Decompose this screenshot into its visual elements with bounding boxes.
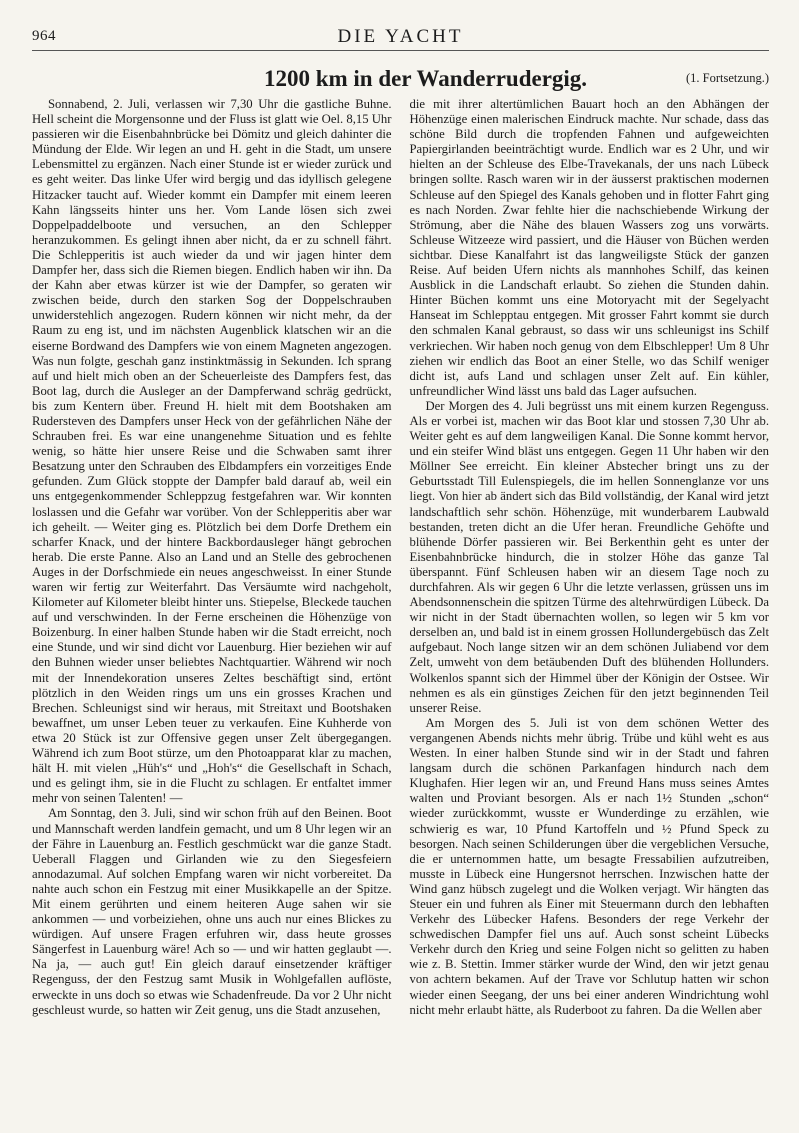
article-title: 1200 km in der Wanderrudergig. xyxy=(263,66,588,91)
paragraph: Sonnabend, 2. Juli, verlassen wir 7,30 Uhr die gastliche Buhne. Hell scheint die Morgensonne und der Fluss ist glatt wie Oel. 8,15 Uhr passieren wir die Eisenbahnbrücke bei Dömitz und gleich dahinter die Mündung der Elde. Wir legen an und H. geht in die Stadt, um unsere Lebensmittel zu ergänzen. Nach einer Stunde ist er wieder zurück und es geht weiter. Das linke Ufer wird bergig und das idyllisch gelegene Hitzacker taucht auf. Wieder kommt ein Dampfer mit einem leeren Kahn längsseits hinter uns her. Vom Lande lösen sich zwei Doppelpaddelboote und versuchen, an den Schlepper heranzukommen. Es gelingt ihnen aber nicht, da er zu schnell fährt. Die Schlepperitis ist auch wieder da und wir jagen hinter dem Dampfer her, dass sich die Riemen biegen. Endlich haben wir ihn. Da der Kahn aber etwas kürzer ist wie der Dampfer, so geraten wir zwischen beide, durch den starken Sog der Doppelschrauben unwiderstehlich angezogen. Rudern können wir nicht mehr, da der Raum zu eng ist, und im nächsten Augenblick klatschen wir an die eiserne Bordwand des Dampfers wie von einem Magneten angezogen. Was nun folgte, geschah ganz instinktmässig in Sekunden. Ich sprang auf und hielt mich oben an der Scheuerleiste des Dampfers fest, das Boot lag, durch die Ausleger an der Dampferwand schräg gedrückt, bis zum Kentern über. Freund H. hielt mit dem Bootshaken am Rudersteven des Dampfers unser Heck von der gefährlichen Nähe der Schrauben frei. Es war eine unangenehme Situation und es fehlte wenig, so hätte hier unsere Reise und die Schwaben samt ihrer Besatzung unter den Schrauben des Elbdampfers ein vorzeitiges Ende gefunden. Zum Glück stoppte der Dampfer bald darauf ab, weil ein uns entgegenkommender Schleppzug festgefahren war. Wir konnten loslassen und die Gefahr war vorüber. Von der Schlepperitis aber war ich geheilt. — Weiter ging es. Plötzlich bei dem Dorfe Drethem ein scharfer Knack, und der hintere Backbordausleger hängt gebrochen herab. Die erste Panne. Also an Land und an Stelle des gebrochenen Auges in der Dorfschmiede ein neues angeschweisst. In einer Stunde waren wir fertig zur Weiterfahrt. Das Versäumte wird nachgeholt, Kilometer auf Kilometer bleibt hinter uns. Stiepelse, Bleckede tauchen auf und verschwinden. In der Ferne erscheinen die Höhenzüge von Boizenburg. In einer halben Stunde haben wir die Stadt erreicht, noch eine Stunde, und wir sind dicht vor Lauenburg. Hier beziehen wir auf den Buhnen wieder unser beliebtes Nachtquartier. Während wir noch mit der Innendekoration unseres Zeltes beschäftigt sind, ertönt plötzlich in den Weiden rings um uns ein grosses Krachen und Brechen. Schleunigst sind wir heraus, mit Streitaxt und Bootshaken bewaffnet, um unser Leben teuer zu verkaufen. Eine Kuhherde von etwa 20 Stück ist zur Offensive gegen unser Zelt übergegangen. Während ich zum Boot stürze, um den Photoapparat klar zu machen, hält H. mit vielen „Hüh's“ und „Hoh's“ die Gesellschaft in Schach, und es gelingt ihm, sie in die Flucht zu schlagen. Er entfaltet immer mehr von seinen Talenten! — xyxy=(32,97,392,806)
article-title-row xyxy=(32,61,769,97)
page-number: 964 xyxy=(32,28,56,44)
left-column xyxy=(32,97,392,1117)
paragraph: Der Morgen des 4. Juli begrüsst uns mit einem kurzen Regenguss. Als er vorbei ist, machen wir das Boot klar und stossen 7,30 Uhr ab. Weiter geht es auf dem langweiligen Kanal. Die Sonne kommt hervor, und ein steifer Wind bläst uns entgegen. Gegen 11 Uhr haben wir den Möllner See erreicht. Ein kleiner Abstecher bringt uns zu der Geburtsstadt Till Eulenspiegels, die im hellen Sonnenglanze vor uns liegt. Von hier ab ändert sich das Bild vollständig, der Kanal wird jetzt landschaftlich sehr schön. Höhenzüge, mit wunderbarem Laubwald bestanden, treten dicht an die Ufer heran. Freundliche Gehöfte und blühende Dörfer passieren wir. Bei Berkenthin geht es unter der Eisenbahnbrücke hindurch, die in stolzer Höhe das ganze Tal überspannt. Fünf Schleusen haben wir an diesem Tage noch zu durchfahren. Als wir gegen 6 Uhr die letzte verlassen, grüssen uns im Abendsonnenschein die spitzen Türme des altehrwürdigen Lübeck. Da wir nicht in der Stadt übernachten wollen, so legen wir 5 km vor derselben an, und bald ist in einem grossen Hollundergebüsch das Zelt aufgebaut. Noch lange sitzen wir an dem schönen Juliabend vor dem Zelt, umweht von dem betäubenden Duft des blühenden Hollunders. Wolkenlos spannt sich der Himmel über der Königin der Ostsee. Wir nehmen es als ein günstiges Zeichen für den jetzt beginnenden Teil unserer Reise. xyxy=(409,398,769,715)
journal-title: DIE YACHT xyxy=(337,26,464,47)
header-rule xyxy=(32,50,769,51)
article-body xyxy=(32,97,769,1117)
continuation-note: (1. Fortsetzung.) xyxy=(686,71,769,85)
paragraph: Am Morgen des 5. Juli ist von dem schönen Wetter des vergangenen Abends nichts mehr übrig. Trübe und kühl weht es aus Westen. In einer halben Stunde sind wir in der Stadt und fahren langsam durch die schönen Parkanfagen hindurch nach dem Klughafen. Hier legen wir an, und Freund Hans muss seines Amtes walten und Proviant besorgen. Als er nach 1½ Stunden „schon“ wieder zurückkommt, wusste er Wunderdinge zu erzählen, wie schwierig es war, 10 Pfund Kartoffeln und ½ Pfund Speck zu besorgen. Nach seinen Schilderungen über die vergeblichen Versuche, die er unternommen hatte, um besagte Fressabilien aufzutreiben, musste in Lübeck eine Hungersnot herrschen. Inzwischen hatte der Wind ganz hübsch zugelegt und die Wolken verjagt. Wir hängten das Steuer ein und fuhren als Einer mit Steuermann durch den lebhaften Verkehr des Lübecker Hafens. Besonders der rege Verkehr der schwedischen Dampfer fiel uns auf. Auch sonst scheint Lübecks Verkehr durch den Krieg und seine Folgen nicht so gelitten zu haben wie z. B. Stettin. Immer stärker wurde der Wind, den wir jetzt genau von achtern bekamen. Auf der Trave vor Schlutup hatten wir schon wieder einen Seegang, der uns bei einer anderen Windrichtung wohl nicht mehr erlaubt hätte, als Ruderboot zu fahren. Da die Wellen aber xyxy=(409,715,769,1017)
right-column xyxy=(410,97,770,1117)
paragraph: Am Sonntag, den 3. Juli, sind wir schon früh auf den Beinen. Boot und Mannschaft werden landfein gemacht, und um 8 Uhr legen wir an der Fähre in Lauenburg an. Festlich geschmückt war die ganze Stadt. Ueberall Flaggen und Girlanden wie zu den Siegesfeiern annodazumal. Auf solchen Empfang waren wir nicht vorbereitet. Da nahte auch schon ein Festzug mit einer Musikkapelle an der Spitze. Mit einem gerührten und einem heiteren Auge sahen wir sie ankommen — und vorbeiziehen, ohne uns auch nur eines Blickes zu würdigen. Auf unsere Fragen erfuhren wir, dass heute grosses Sängerfest in Lauenburg wäre! Ach so — und wir hatten geglaubt —. Na ja, — auch gut! Ein gleich darauf einsetzender kräftiger Regenguss, der den Festzug samt Musik in Wohlgefallen auflöste, erweckte in uns doch so etwas wie Schadenfreude. Da vor 2 Uhr nicht geschleust wurde, so hatten wir Zeit genug, uns die Stadt anzusehen, xyxy=(32,806,392,1017)
paragraph: die mit ihrer altertümlichen Bauart hoch an den Abhängen der Höhenzüge einen malerischen Eindruck machte. Nur schade, dass das schöne Bild durch die tropfenden Fahnen und aufgeweichten Papiergirlanden beeinträchtigt wurde. Endlich war es 2 Uhr, und wir hielten an der Schleuse des Elbe-Travekanals, der uns nach Lübeck bringen sollte. Rasch waren wir in der äusserst praktischen modernen Schleuse auf den Spiegel des Kanals gehoben und in flotter Fahrt ging es nach Norden. Zwar fehlte hier die nachschiebende Wirkung der Strömung, aber die Nähe des blauen Wassers zog uns vorwärts. Schleuse Witzeeze wird passiert, und die Häuser von Büchen werden sichtbar. Diese Kanalfahrt ist das langweiligste Stück der ganzen Reise. Auf beiden Ufern nichts als mannhohes Schilf, das keinen Ausblick in die Landschaft erlaubt. So ziehen die Stunden dahin. Hinter Büchen kommt uns eine Motoryacht mit der Segelyacht Hanseat im Schlepptau entgegen. Mit grosser Fahrt kommt sie durch den schmalen Kanal gebraust, so dass wir uns schleunigst ins Schilf verkriechen. Wir haben noch genug von dem Elbschlepper! Um 8 Uhr ziehen wir endlich das Boot an einer Stelle, wo das Schilf weniger dicht ist, aufs Land und schlagen unser Zelt auf. Ein kühler, unfreundlicher Wind lässt uns bald das Lager aufsuchen. xyxy=(409,97,769,398)
running-head xyxy=(32,26,769,50)
